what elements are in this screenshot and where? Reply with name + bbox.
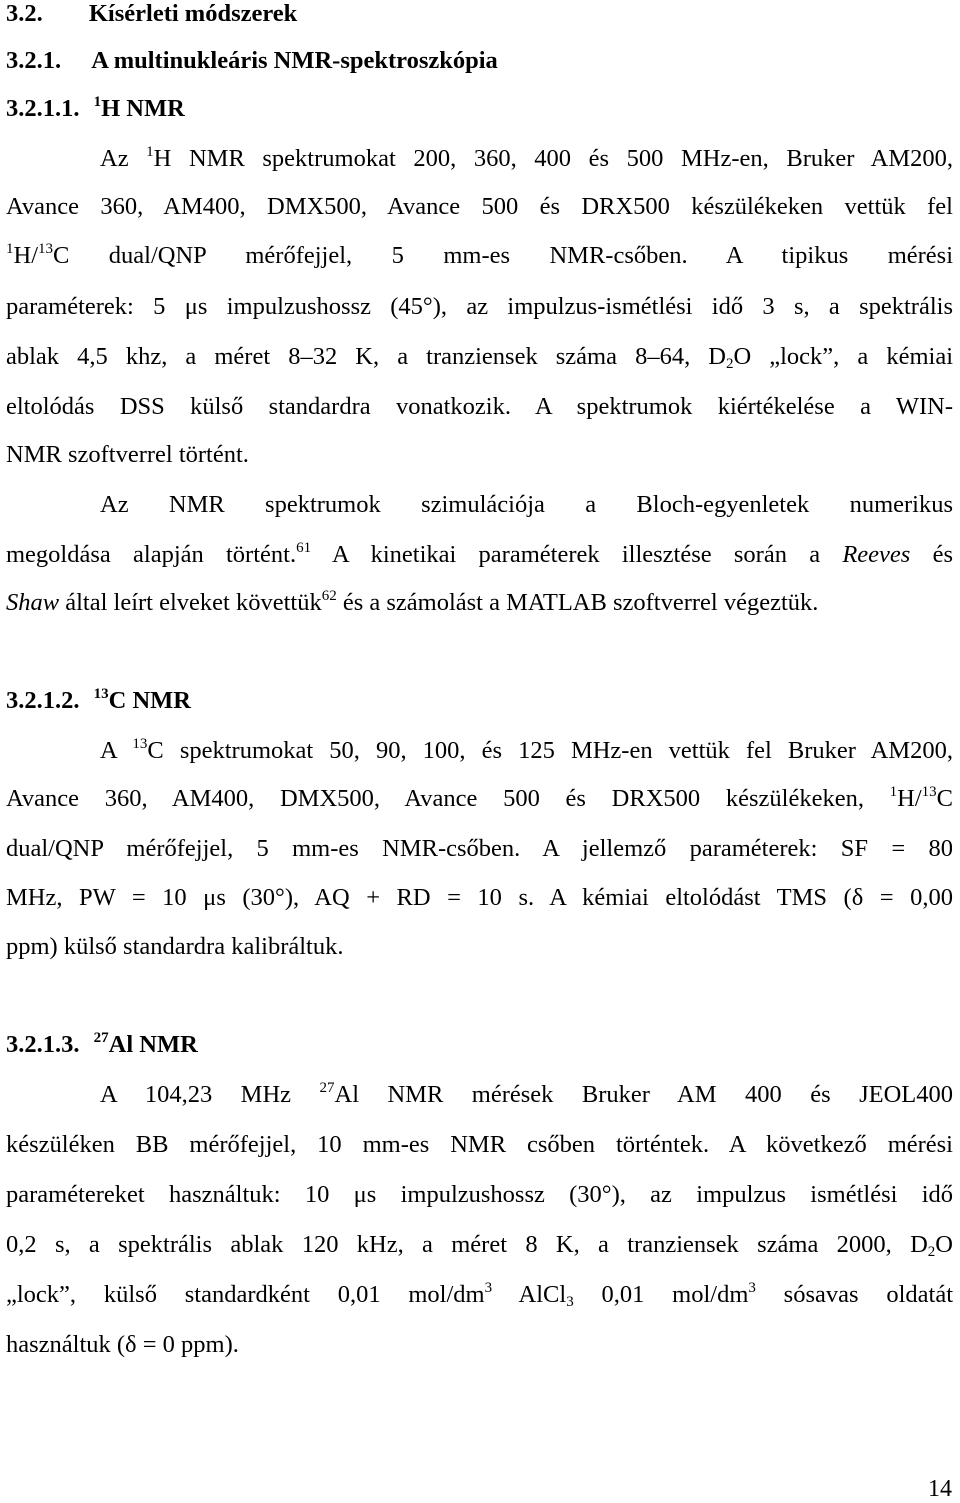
paragraph-4-line-4	[6, 1233, 953, 1258]
subscript: 3	[566, 1294, 574, 1310]
text-run: megoldása alapján történt.	[6, 541, 297, 568]
text-run: H/	[13, 242, 38, 269]
heading-number: 3.2.	[6, 0, 43, 27]
heading-3-2-1-2	[6, 686, 191, 714]
italic-text: Shaw	[6, 589, 60, 616]
page-number: 14	[928, 1476, 952, 1502]
text-run: Al NMR mérések Bruker AM 400 és JEOL400	[334, 1081, 953, 1108]
text-run	[94, 95, 185, 122]
text-run: által leírt elveket követtük	[59, 589, 322, 616]
heading-title: A multinukleáris NMR-spektroszkópia	[91, 47, 498, 74]
italic-text: Reeves	[842, 541, 911, 568]
superscript: 13	[93, 686, 109, 702]
heading-title: C NMR	[108, 687, 191, 714]
paragraph-2-line-3	[6, 588, 819, 616]
paragraph-3-line-4: MHz, PW = 10 μs (30°), AQ + RD = 10 s. A kémiai eltolódást TMS (δ = 0,00	[6, 884, 953, 911]
text-run: C	[936, 785, 953, 812]
paragraph-1-line-2: Avance 360, AM400, DMX500, Avance 500 és DRX500 készülékeken vettük fel	[6, 193, 953, 220]
superscript: 61	[296, 540, 312, 556]
paragraph-3-line-5: ppm) külső standardra kalibráltuk.	[6, 933, 344, 960]
paragraph-1-line-6: eltolódás DSS külső standardra vonatkozik. A spektrumok kiértékelése a WIN-	[6, 393, 953, 420]
paragraph-1-line-3	[6, 241, 953, 269]
heading-number: 3.2.1.	[6, 47, 62, 74]
heading-number: 3.2.1.1.	[6, 95, 80, 122]
paragraph-2-line-2	[6, 540, 953, 568]
paragraph-2-line-1: Az NMR spektrumok szimulációja a Bloch-egyenletek numerikus	[100, 491, 953, 518]
paragraph-3-line-1	[100, 736, 954, 764]
text-run: C spektrumokat 50, 90, 100, és 125 MHz-en vettük fel Bruker AM200,	[147, 737, 954, 764]
text-run: és a számolást a MATLAB szoftverrel végeztük.	[336, 589, 819, 616]
paragraph-3-line-2	[6, 784, 953, 812]
paragraph-1-line-1	[100, 144, 953, 172]
subscript: 2	[725, 356, 734, 372]
text-run: H NMR spektrumokat 200, 360, 400 és 500 MHz-en, Bruker AM200,	[153, 145, 953, 172]
paragraph-4-line-2: készüléken BB mérőfejjel, 10 mm-es NMR csőben történtek. A következő mérési	[6, 1131, 953, 1158]
text-run: Avance 360, AM400, DMX500, Avance 500 és DRX500 készülékeken,	[6, 785, 890, 812]
text-run: „lock”, külső standardként 0,01 mol/dm	[6, 1281, 485, 1308]
text-run: 0,01 mol/dm	[573, 1281, 749, 1308]
heading-number: 3.2.1.3.	[6, 1031, 80, 1058]
superscript: 1	[146, 144, 154, 160]
subscript: 2	[927, 1244, 936, 1260]
superscript: 3	[484, 1280, 493, 1296]
paragraph-1-line-4: paraméterek: 5 μs impulzushossz (45°), az impulzus-ismétlési idő 3 s, a spektrális	[6, 293, 953, 320]
text-run: A kinetikai paraméterek illesztése során a	[311, 541, 843, 568]
superscript: 1	[889, 784, 898, 800]
superscript: 27	[93, 1030, 109, 1046]
paragraph-4-line-6: használtuk (δ = 0 ppm).	[6, 1331, 239, 1358]
text-run: ablak 4,5 khz, a méret 8–32 K, a tranziensek száma 8–64, D	[6, 343, 726, 370]
paragraph-1-line-5	[6, 345, 953, 370]
heading-3-2-1-3	[6, 1030, 198, 1058]
heading-3-2-1-1	[6, 94, 185, 122]
text-run: A	[100, 737, 133, 764]
heading-title: Kísérleti módszerek	[88, 0, 298, 27]
superscript: 3	[748, 1280, 756, 1296]
heading-3-2-1	[6, 49, 498, 74]
text-run	[94, 1031, 198, 1058]
paragraph-4-line-1	[100, 1080, 953, 1108]
text-run: H/	[897, 785, 922, 812]
superscript: 1	[93, 94, 102, 110]
text-run: O „lock”, a kémiai	[733, 343, 953, 370]
superscript: 62	[321, 588, 337, 604]
superscript: 13	[38, 241, 53, 257]
superscript: 1	[6, 241, 14, 257]
heading-title: Al NMR	[108, 1031, 198, 1058]
superscript: 27	[319, 1080, 335, 1096]
paragraph-1-line-7: NMR szoftverrel történt.	[6, 441, 249, 468]
heading-3-2	[6, 2, 297, 27]
text-run: O	[935, 1231, 953, 1258]
text-run: 0,2 s, a spektrális ablak 120 kHz, a méret 8 K, a tranziensek száma 2000, D	[6, 1231, 928, 1258]
paragraph-4-line-3: paramétereket használtuk: 10 μs impulzushossz (30°), az impulzus ismétlési idő	[6, 1181, 953, 1208]
text-run: Az	[100, 145, 147, 172]
heading-title: H NMR	[101, 95, 185, 122]
text-run: sósavas oldatát	[755, 1281, 953, 1308]
superscript: 13	[132, 736, 148, 752]
text-run: A 104,23 MHz	[100, 1081, 320, 1108]
text-run	[94, 687, 191, 714]
text-run: és	[910, 541, 953, 568]
paragraph-3-line-3: dual/QNP mérőfejjel, 5 mm-es NMR-csőben. A jellemző paraméterek: SF = 80	[6, 835, 953, 862]
text-run: AlCl	[492, 1281, 567, 1308]
superscript: 13	[921, 784, 937, 800]
text-run: C dual/QNP mérőfejjel, 5 mm-es NMR-csőben. A tipikus mérési	[53, 242, 953, 269]
paragraph-4-line-5	[6, 1280, 953, 1310]
heading-number: 3.2.1.2.	[6, 687, 80, 714]
